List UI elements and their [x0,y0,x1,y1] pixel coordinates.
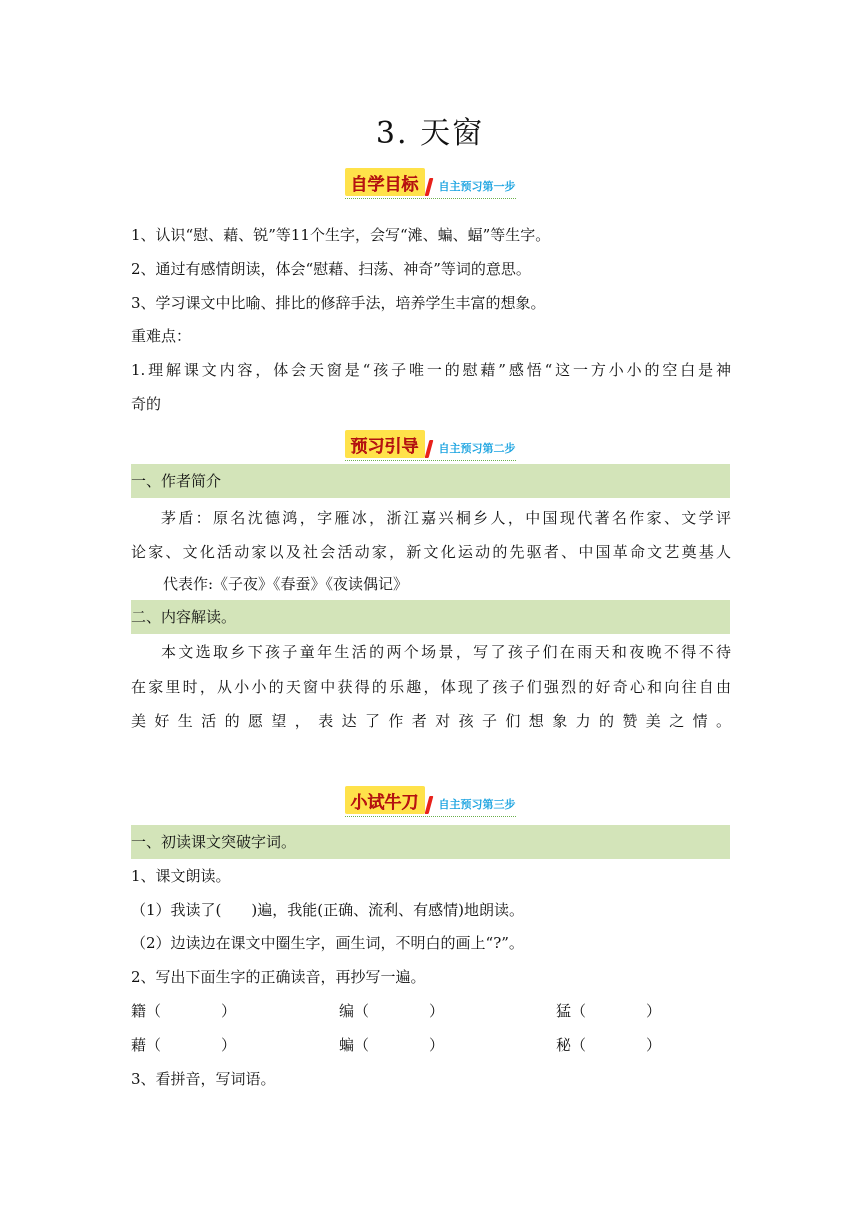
question-1: 1、课文朗读。 [131,867,231,885]
char-blank[interactable]: 猛（ ） [556,1002,662,1020]
banner-underline [345,816,516,817]
question-1-1: （1）我读了( )遍，我能(正确、流利、有感情)地朗读。 [131,901,524,919]
goal-item: 3、学习课文中比喻、排比的修辞手法，培养学生丰富的想象。 [131,294,546,312]
banner-main-label: 自学目标 [345,168,425,196]
char-blank[interactable]: 藉（ ） [131,1036,237,1054]
question-1-2: （2）边读边在课文中圈生字，画生词，不明白的画上“?”。 [131,934,524,952]
banner-main-label: 预习引导 [345,430,425,458]
section-bar-author [131,464,730,498]
banner-underline [345,198,516,199]
banner-main-label: 小试牛刀 [345,786,425,814]
char-blank[interactable]: 秘（ ） [556,1036,662,1054]
content-line: 在家里时，从小小的天窗中获得的乐趣，体现了孩子们强烈的好奇心和向往自由 [131,678,731,696]
banner-sub-label: 自主预习第三步 [438,797,516,811]
banner-sub-label: 自主预习第二步 [438,441,516,455]
question-3: 3、看拼音，写词语。 [131,1070,276,1088]
page-title: 3. 天窗 [375,116,485,151]
goal-item: 1、认识“慰、藉、锐”等11个生字，会写“滩、蝙、蝠”等生字。 [131,226,551,244]
question-2: 2、写出下面生字的正确读音，再抄写一遍。 [131,968,426,986]
section-heading: 一、初读课文突破字词。 [131,833,297,851]
representative-works: 代表作:《子夜》《春蚕》《夜读偶记》 [163,575,409,593]
section-bar-content [131,600,730,634]
section-bar-practice [131,825,730,859]
banner-tick-icon [424,178,433,196]
char-blank[interactable]: 编（ ） [339,1002,445,1020]
content-line: 本文选取乡下孩子童年生活的两个场景，写了孩子们在雨天和夜晚不得不待 [161,643,731,661]
author-intro-line: 论家、文化活动家以及社会活动家，新文化运动的先驱者、中国革命文艺奠基人 [131,543,731,561]
key-point-line: 奇的 [131,395,162,413]
banner-underline [345,460,516,461]
char-blank[interactable]: 籍（ ） [131,1002,237,1020]
banner-self-study-goals [0,168,860,198]
section-heading: 一、作者简介 [131,472,222,490]
author-intro-line: 茅盾：原名沈德鸿，字雁冰，浙江嘉兴桐乡人，中国现代著名作家、文学评 [161,509,731,527]
banner-preview-guide [0,430,860,460]
section-heading: 二、内容解读。 [131,608,237,626]
banner-sub-label: 自主预习第一步 [438,179,516,193]
banner-practice [0,786,860,816]
char-blank[interactable]: 蝙（ ） [339,1036,445,1054]
banner-tick-icon [424,440,433,458]
key-points-label: 重难点： [131,327,192,345]
banner-tick-icon [424,796,433,814]
key-point-line: 1.理解课文内容，体会天窗是“孩子唯一的慰藉”感悟“这一方小小的空白是神 [131,361,731,379]
content-line: 美好生活的愿望，表达了作者对孩子们想象力的赞美之情。 [131,712,731,730]
goal-item: 2、通过有感情朗读，体会“慰藉、扫荡、神奇”等词的意思。 [131,260,531,278]
